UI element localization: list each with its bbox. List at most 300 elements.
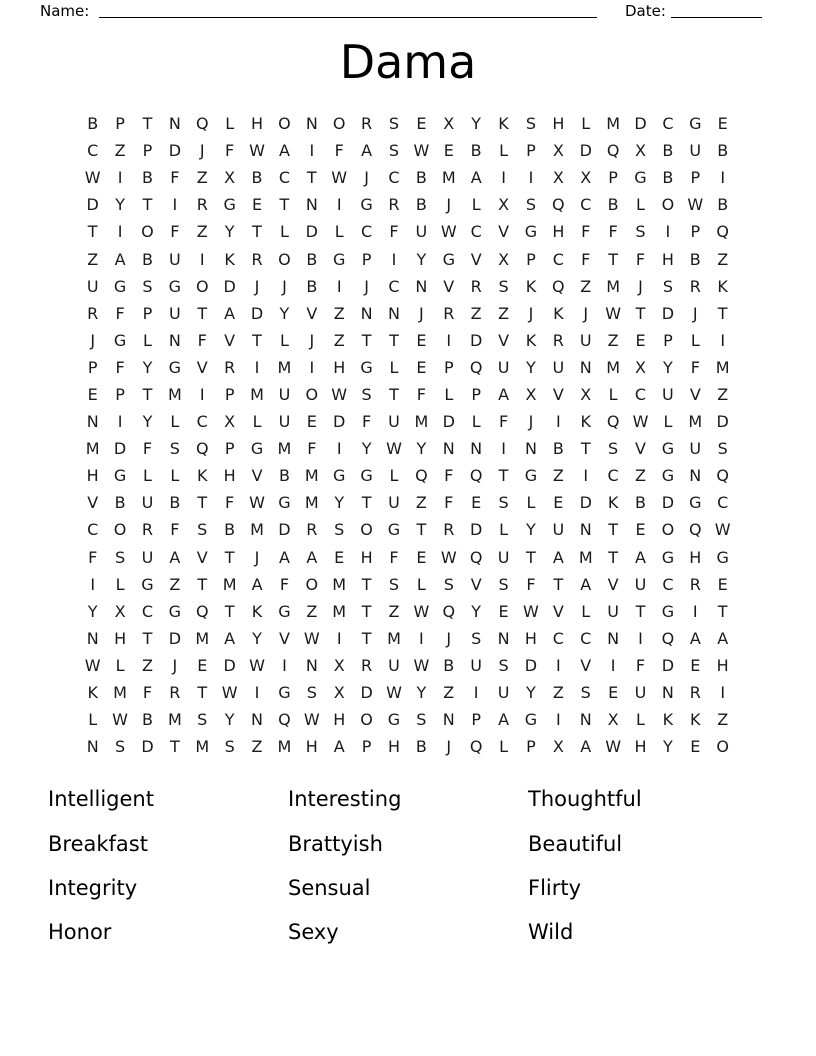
grid-letter: C [87, 520, 99, 540]
grid-letter: O [305, 384, 319, 404]
grid-letter: G [278, 493, 291, 513]
grid-letter: N [305, 655, 318, 675]
grid-letter: D [141, 737, 154, 757]
grid-letter: S [717, 439, 728, 459]
grid-letter: I [282, 655, 287, 675]
grid-letter: B [169, 493, 181, 513]
grid-letter: G [250, 439, 264, 459]
grid-letter: W [523, 601, 539, 621]
grid-letter: W [413, 141, 430, 161]
grid-letter: X [498, 195, 510, 215]
grid-letter: H [387, 737, 400, 757]
grid-letter: H [716, 655, 729, 675]
grid-letter: X [224, 168, 236, 188]
grid-letter: S [306, 683, 317, 703]
grid-letter: A [333, 737, 345, 757]
grid-letter: I [117, 168, 123, 188]
grid-letter: T [306, 168, 317, 188]
grid-letter: Q [688, 520, 702, 540]
word-item: Wild [528, 920, 574, 945]
grid-letter: H [552, 114, 565, 134]
grid-letter: Y [252, 628, 262, 648]
grid-letter: G [524, 466, 538, 486]
grid-letter: X [552, 168, 564, 188]
grid-letter: T [608, 520, 618, 540]
grid-letter: Z [388, 601, 400, 621]
grid-letter: X [333, 683, 345, 703]
grid-letter: E [416, 330, 427, 350]
grid-letter: X [224, 412, 236, 432]
grid-letter: Y [334, 493, 345, 513]
grid-letter: F [690, 357, 700, 377]
grid-letter: U [689, 141, 702, 161]
grid-letter: G [278, 601, 291, 621]
grid-letter: E [416, 114, 427, 134]
grid-letter: N [86, 737, 99, 757]
grid-letter: W [386, 439, 402, 459]
grid-letter: M [85, 439, 100, 459]
grid-letter: L [581, 114, 591, 134]
grid-letter: V [580, 655, 592, 675]
grid-letter: H [86, 466, 99, 486]
grid-letter: Q [469, 547, 483, 567]
word-list-column [288, 777, 528, 955]
grid-letter: N [497, 628, 510, 648]
grid-letter: T [361, 601, 372, 621]
grid-letter: S [388, 574, 400, 594]
grid-letter: C [634, 384, 647, 404]
grid-letter: G [141, 574, 154, 594]
grid-letter: T [252, 330, 262, 350]
grid-letter: A [470, 168, 482, 188]
grid-letter: Z [717, 710, 729, 730]
grid-letter: U [169, 303, 181, 323]
grid-letter: J [419, 303, 424, 323]
word-item: Sexy [288, 920, 339, 945]
grid-letter: G [387, 520, 401, 540]
grid-letter: E [334, 547, 345, 567]
grid-letter: T [361, 628, 372, 648]
grid-letter: L [499, 520, 509, 540]
grid-letter: C [662, 574, 674, 594]
word-list-column [528, 777, 768, 955]
grid-letter: P [690, 168, 701, 188]
grid-letter: F [581, 249, 591, 269]
grid-letter: R [388, 195, 400, 215]
grid-letter: G [360, 466, 373, 486]
grid-letter: R [470, 276, 482, 296]
grid-letter: D [470, 520, 483, 540]
grid-letter: N [442, 439, 455, 459]
grid-letter: K [525, 330, 537, 350]
grid-letter: Z [196, 222, 208, 242]
grid-letter: Q [661, 628, 675, 648]
grid-letter: W [632, 412, 649, 432]
grid-letter: M [304, 493, 319, 513]
grid-letter: W [221, 683, 238, 703]
grid-letter: E [416, 547, 427, 567]
grid-letter: Y [471, 114, 482, 134]
grid-letter: U [141, 547, 154, 567]
grid-letter: R [169, 683, 181, 703]
grid-letter: A [224, 303, 236, 323]
grid-letter: U [388, 412, 400, 432]
grid-letter: B [415, 737, 427, 757]
grid-letter: L [416, 574, 426, 594]
grid-letter: P [224, 384, 235, 404]
grid-letter: I [446, 330, 452, 350]
grid-letter: D [168, 628, 182, 648]
word-item: Thoughtful [528, 787, 642, 812]
grid-letter: L [115, 574, 125, 594]
grid-letter: D [579, 141, 592, 161]
grid-letter: V [470, 574, 482, 594]
grid-letter: R [443, 303, 455, 323]
grid-letter: G [661, 601, 675, 621]
grid-letter: O [278, 114, 291, 134]
grid-letter: J [254, 276, 260, 296]
grid-letter: A [498, 384, 510, 404]
grid-letter: L [663, 412, 673, 432]
grid-letter: Y [663, 357, 673, 377]
grid-letter: Q [716, 222, 729, 242]
grid-letter: Q [415, 466, 428, 486]
grid-letter: Q [552, 276, 565, 296]
grid-letter: L [389, 357, 399, 377]
grid-letter: G [524, 222, 538, 242]
grid-letter: S [635, 222, 646, 242]
grid-letter: K [224, 249, 235, 269]
grid-letter: G [634, 168, 647, 188]
grid-letter: Y [471, 601, 482, 621]
grid-letter: N [168, 114, 181, 134]
grid-letter: J [583, 303, 589, 323]
grid-letter: V [635, 439, 646, 459]
grid-letter: X [552, 141, 564, 161]
grid-letter: F [444, 493, 454, 513]
grid-letter: I [199, 384, 205, 404]
grid-letter: T [361, 493, 372, 513]
grid-letter: H [524, 628, 537, 648]
grid-letter: C [141, 601, 154, 621]
grid-letter: H [689, 547, 702, 567]
grid-letter: U [634, 683, 647, 703]
grid-letter: U [497, 357, 510, 377]
grid-letter: V [498, 330, 510, 350]
grid-letter: Q [195, 601, 209, 621]
grid-letter: E [717, 114, 728, 134]
grid-letter: U [634, 574, 647, 594]
grid-letter: N [442, 710, 455, 730]
grid-letter: S [498, 574, 509, 594]
grid-letter: U [497, 683, 510, 703]
grid-letter: W [249, 493, 265, 513]
grid-letter: E [87, 384, 98, 404]
grid-letter: R [306, 520, 318, 540]
grid-letter: O [360, 520, 373, 540]
grid-letter: L [170, 466, 180, 486]
grid-letter: S [498, 655, 509, 675]
grid-letter: O [305, 574, 319, 594]
grid-letter: B [114, 493, 126, 513]
grid-letter: T [197, 493, 208, 513]
grid-letter: T [361, 330, 372, 350]
grid-letter: X [635, 141, 646, 161]
grid-letter: W [112, 710, 128, 730]
grid-letter: G [387, 710, 401, 730]
grid-letter: K [690, 710, 701, 730]
grid-letter: O [360, 710, 373, 730]
grid-letter: I [117, 412, 123, 432]
word-item: Sensual [288, 875, 371, 900]
grid-letter: F [389, 222, 399, 242]
grid-letter: Q [469, 466, 483, 486]
grid-letter: M [688, 412, 703, 432]
grid-letter: I [254, 683, 260, 703]
grid-letter: B [141, 168, 153, 188]
grid-letter: J [528, 412, 534, 432]
grid-letter: V [607, 574, 619, 594]
grid-letter: I [419, 628, 424, 648]
grid-letter: W [605, 737, 622, 757]
grid-letter: N [86, 628, 99, 648]
grid-letter: G [360, 195, 373, 215]
grid-letter: B [552, 439, 564, 459]
grid-letter: Y [142, 412, 153, 432]
grid-letter: P [224, 439, 235, 459]
grid-letter: D [113, 439, 127, 459]
grid-letter: D [278, 520, 291, 540]
word-item: Breakfast [48, 831, 148, 856]
grid-letter: N [388, 303, 400, 323]
grid-letter: M [277, 357, 292, 377]
grid-letter: J [172, 655, 178, 675]
word-item: Beautiful [528, 831, 623, 856]
grid-letter: T [608, 249, 618, 269]
grid-letter: Z [251, 737, 263, 757]
grid-letter: F [334, 141, 344, 161]
grid-letter: L [115, 655, 125, 675]
grid-letter: T [197, 303, 208, 323]
grid-letter: L [526, 493, 536, 513]
grid-letter: H [251, 114, 264, 134]
grid-letter: B [635, 493, 646, 513]
grid-letter: X [114, 601, 126, 621]
grid-letter: C [552, 628, 564, 648]
grid-letter: J [364, 276, 369, 296]
grid-letter: F [581, 222, 591, 242]
grid-letter: M [606, 276, 621, 296]
grid-letter: B [415, 168, 427, 188]
grid-letter: G [168, 357, 182, 377]
grid-letter: U [552, 520, 565, 540]
grid-letter: F [416, 384, 426, 404]
grid-letter: N [360, 303, 373, 323]
grid-letter: C [470, 222, 482, 242]
grid-letter: T [389, 384, 399, 404]
grid-letter: M [277, 737, 292, 757]
grid-letter: B [306, 249, 318, 269]
grid-letter: Y [416, 683, 427, 703]
grid-letter: Q [442, 601, 456, 621]
grid-letter: I [391, 249, 397, 269]
grid-letter: B [141, 249, 153, 269]
grid-letter: M [250, 384, 264, 404]
grid-letter: G [716, 547, 729, 567]
grid-letter: R [224, 357, 236, 377]
grid-letter: L [636, 710, 645, 730]
puzzle-title: Dama [339, 35, 477, 89]
grid-letter: L [608, 384, 618, 404]
name-blank-line [99, 17, 597, 18]
grid-letter: S [115, 737, 126, 757]
date-blank-line [671, 17, 762, 18]
grid-letter: V [306, 303, 318, 323]
grid-letter: F [115, 357, 125, 377]
grid-letter: D [442, 412, 455, 432]
grid-letter: R [443, 520, 455, 540]
grid-letter: N [415, 276, 428, 296]
grid-letter: K [580, 412, 591, 432]
grid-letter: V [196, 357, 208, 377]
grid-letter: L [334, 222, 344, 242]
grid-letter: W [249, 141, 265, 161]
grid-letter: F [170, 222, 180, 242]
grid-letter: X [443, 114, 455, 134]
grid-letter: F [307, 439, 317, 459]
grid-letter: M [195, 628, 210, 648]
grid-letter: V [251, 466, 263, 486]
grid-letter: D [634, 114, 647, 134]
grid-letter: T [224, 601, 235, 621]
grid-letter: P [526, 141, 536, 161]
grid-letter: W [714, 520, 731, 540]
grid-letter: Q [606, 141, 620, 161]
grid-letter: T [580, 439, 591, 459]
grid-letter: E [717, 574, 728, 594]
grid-letter: A [278, 547, 290, 567]
grid-letter: W [605, 303, 622, 323]
grid-letter: L [279, 222, 289, 242]
grid-letter: L [499, 737, 509, 757]
grid-letter: B [87, 114, 99, 134]
grid-letter: Z [607, 330, 619, 350]
grid-letter: J [528, 303, 534, 323]
grid-letter: S [416, 710, 427, 730]
grid-letter: Z [552, 683, 564, 703]
grid-letter: X [635, 357, 646, 377]
grid-letter: X [607, 710, 619, 730]
grid-letter: F [444, 466, 454, 486]
grid-letter: P [471, 710, 481, 730]
grid-letter: W [413, 655, 430, 675]
grid-letter: O [661, 195, 675, 215]
grid-letter: G [333, 249, 346, 269]
grid-letter: B [443, 655, 455, 675]
word-item: Honor [48, 920, 112, 945]
grid-letter: L [252, 412, 262, 432]
grid-letter: M [606, 114, 621, 134]
grid-letter: I [638, 628, 643, 648]
grid-letter: W [413, 601, 430, 621]
grid-letter: Z [470, 303, 482, 323]
grid-letter: L [143, 466, 152, 486]
grid-letter: G [113, 466, 127, 486]
grid-letter: G [223, 195, 236, 215]
grid-letter: S [580, 683, 591, 703]
grid-letter: L [279, 330, 289, 350]
word-list-column [48, 777, 288, 955]
grid-letter: B [251, 168, 263, 188]
grid-letter: K [197, 466, 208, 486]
grid-letter: F [142, 439, 153, 459]
grid-letter: F [362, 412, 372, 432]
grid-letter: D [661, 303, 675, 323]
grid-letter: S [197, 520, 208, 540]
grid-letter: O [716, 737, 729, 757]
grid-letter: C [580, 628, 592, 648]
grid-letter: Y [279, 303, 290, 323]
grid-letter: A [114, 249, 126, 269]
word-item: Interesting [288, 787, 402, 812]
grid-letter: G [689, 114, 702, 134]
grid-letter: M [606, 357, 621, 377]
grid-letter: D [661, 655, 675, 675]
grid-letter: M [578, 547, 593, 567]
word-item: Intelligent [48, 787, 154, 812]
grid-letter: C [662, 114, 674, 134]
grid-letter: C [388, 276, 400, 296]
grid-letter: Y [87, 601, 98, 621]
grid-letter: D [223, 655, 236, 675]
grid-letter: T [635, 601, 646, 621]
grid-letter: A [689, 628, 701, 648]
grid-letter: F [389, 547, 399, 567]
grid-letter: P [608, 168, 618, 188]
grid-letter: M [113, 683, 127, 703]
grid-letter: I [199, 249, 205, 269]
grid-letter: X [552, 737, 564, 757]
grid-letter: C [278, 168, 291, 188]
grid-letter: H [223, 466, 236, 486]
grid-letter: C [361, 222, 373, 242]
grid-letter: B [662, 168, 674, 188]
grid-letter: E [471, 493, 482, 513]
grid-letter: Z [114, 141, 126, 161]
grid-letter: S [388, 141, 400, 161]
grid-letter: U [141, 493, 154, 513]
grid-letter: P [663, 330, 673, 350]
grid-letter: U [470, 655, 483, 675]
grid-letter: B [141, 710, 153, 730]
grid-letter: S [498, 493, 509, 513]
grid-letter: Z [87, 249, 99, 269]
grid-letter: C [388, 168, 400, 188]
grid-letter: U [607, 601, 619, 621]
grid-letter: D [333, 412, 346, 432]
grid-letter: S [662, 276, 673, 296]
grid-letter: K [87, 683, 98, 703]
grid-letter: N [689, 466, 702, 486]
grid-letter: P [443, 357, 454, 377]
grid-letter: P [115, 384, 125, 404]
grid-letter: M [167, 384, 182, 404]
grid-letter: F [170, 168, 180, 188]
grid-letter: Y [142, 357, 153, 377]
grid-letter: G [661, 439, 675, 459]
grid-letter: D [579, 493, 592, 513]
word-item: Brattyish [288, 831, 383, 856]
